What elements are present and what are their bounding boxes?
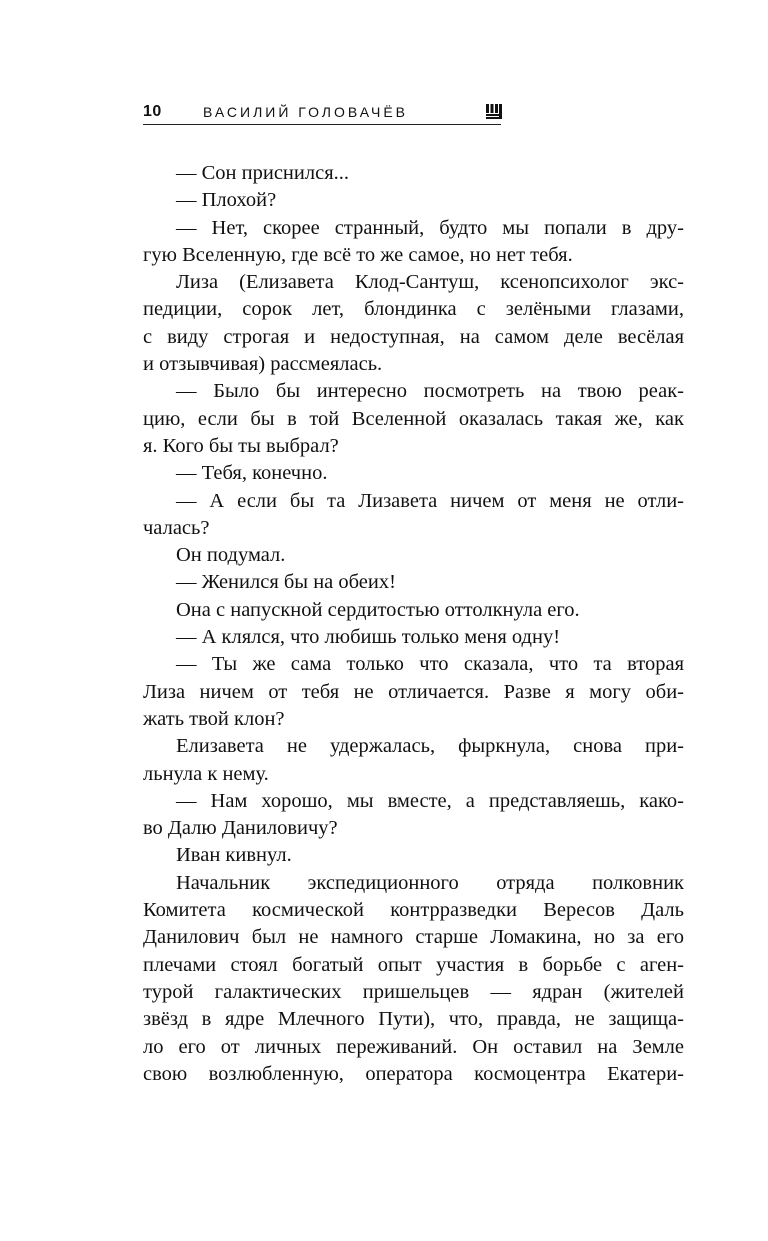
text-line: льнула к нему. — [143, 762, 269, 785]
text-line: Комитета космической контрразведки Вересов Даль — [143, 899, 684, 922]
text-line: я. Кого бы ты выбрал? — [143, 434, 339, 457]
text-line: Лиза ничем от тебя не отличается. Разве я могу оби- — [143, 680, 684, 703]
text-line: Иван кивнул. — [176, 844, 292, 867]
author-name: ВАСИЛИЙ ГОЛОВАЧЁВ — [203, 104, 409, 120]
text-line: ло его от личных переживаний. Он оставил на Земле — [143, 1035, 684, 1058]
text-line: плечами стоял богатый опыт участия в борьбе с аген- — [143, 953, 684, 976]
header-rule — [143, 124, 501, 125]
series-logo-icon — [486, 104, 502, 119]
text-line: Елизавета не удержалась, фыркнула, снова при- — [176, 735, 684, 758]
text-line: — А клялся, что любишь только меня одну! — [176, 626, 561, 649]
text-line: педиции, сорок лет, блондинка с зелёными глазами, — [143, 298, 684, 321]
page-number: 10 — [143, 103, 162, 120]
text-line: — Сон приснился... — [176, 162, 350, 184]
text-line: цию, если бы в той Вселенной оказалась такая же, как — [143, 407, 684, 430]
text-line: свою возлюбленную, оператора космоцентра Екатери- — [143, 1062, 684, 1085]
text-line: гую Вселенную, где всё то же самое, но нет тебя. — [143, 243, 573, 266]
text-line: чалась? — [143, 516, 210, 539]
text-line: Данилович был не намного старше Ломакина, но за его — [143, 926, 684, 949]
text-line: — Женился бы на обеих! — [176, 571, 396, 594]
text-line: — Было бы интересно посмотреть на твою реак- — [176, 380, 684, 403]
text-line: во Далю Даниловичу? — [143, 817, 338, 840]
text-line: Он подумал. — [176, 544, 286, 567]
text-line: звёзд в ядре Млечного Пути), что, правда, не защища- — [143, 1008, 684, 1031]
text-line: Начальник экспедиционного отряда полковник — [176, 871, 684, 894]
running-header — [143, 100, 501, 126]
text-line: — А если бы та Лизавета ничем от меня не отли- — [176, 489, 684, 512]
text-line: — Нам хорошо, мы вместе, а представляешь, како- — [176, 789, 684, 812]
text-line: и отзывчивая) рассмеялась. — [143, 353, 383, 376]
text-line: — Тебя, конечно. — [176, 462, 328, 485]
text-line: — Плохой? — [176, 189, 277, 212]
text-line: турой галактических пришельцев — ядран (жителей — [143, 980, 684, 1003]
text-line: Она с напускной сердитостью оттолкнула его. — [176, 598, 580, 621]
text-line: Лиза (Елизавета Клод-Сантуш, ксенопсихолог экс- — [176, 271, 684, 294]
body-text — [143, 160, 684, 1088]
text-line: — Ты же сама только что сказала, что та вторая — [176, 653, 684, 676]
text-line: с виду строгая и недоступная, на самом деле весёлая — [143, 325, 684, 348]
text-line: — Нет, скорее странный, будто мы попали в дру- — [176, 216, 684, 239]
text-line: жать твой клон? — [143, 707, 285, 730]
